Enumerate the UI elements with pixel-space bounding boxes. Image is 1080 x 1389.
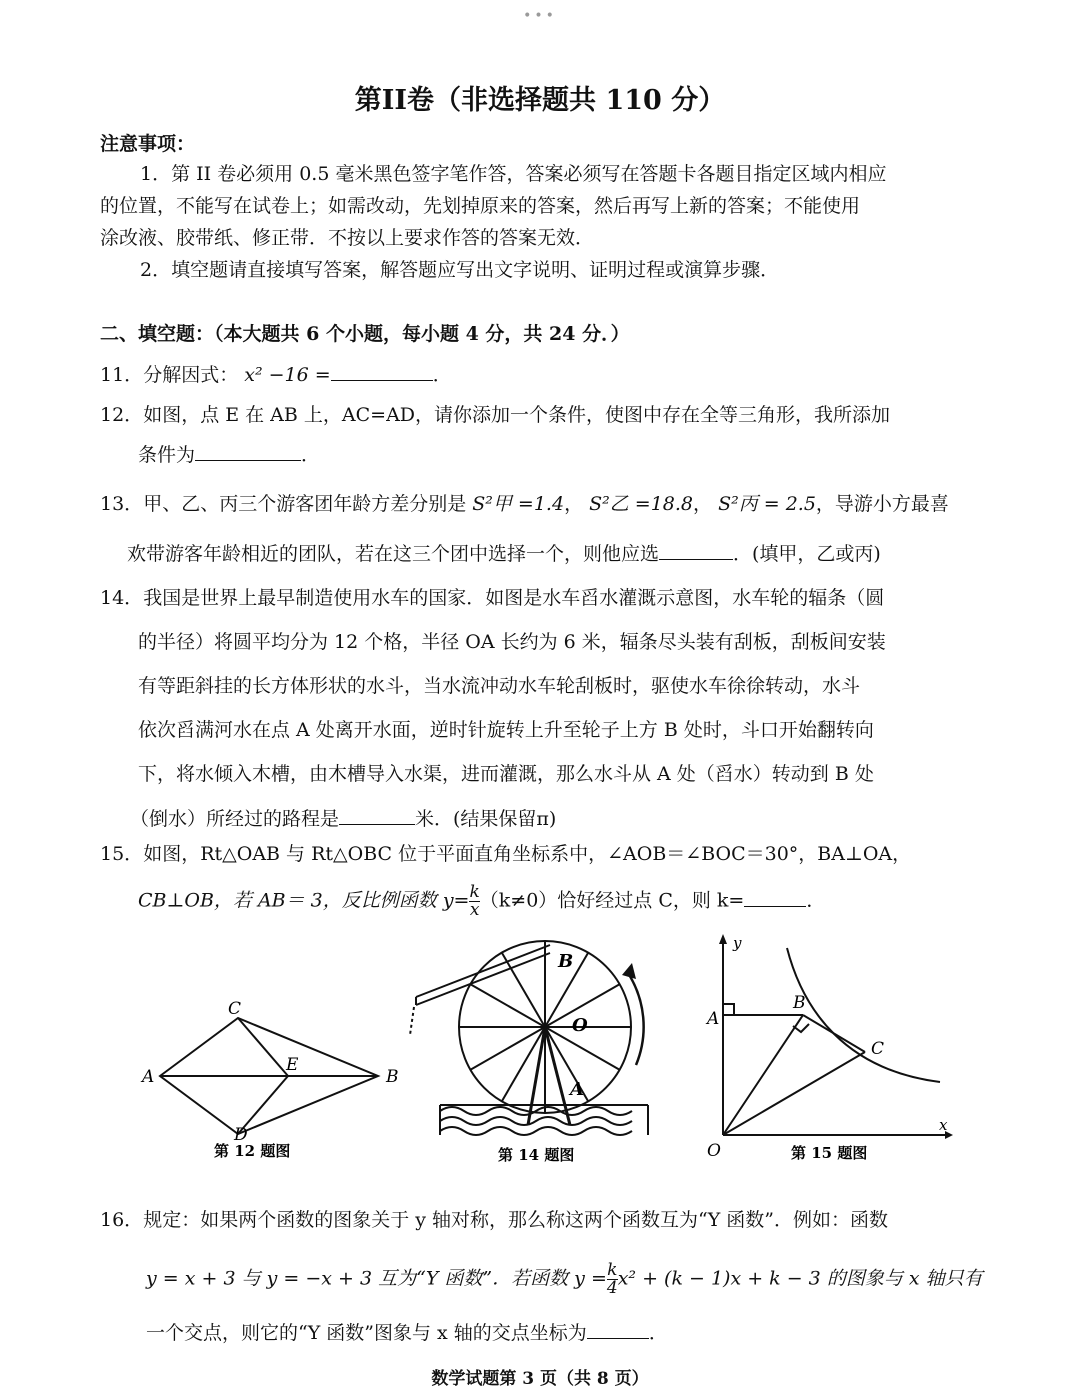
fig15-label-c: C bbox=[871, 1039, 885, 1059]
notes-heading: 注意事项： bbox=[100, 133, 196, 155]
q16-fraction bbox=[607, 1262, 618, 1297]
q13-text-2b: ．(填甲，乙或丙) bbox=[733, 543, 881, 565]
q13-text-1a: 甲、乙、丙三个游客团年龄方差分别是 bbox=[143, 493, 467, 515]
fig12-label-d: D bbox=[234, 1125, 248, 1145]
notes-line-3: 涂改液、胶带纸、修正带．不按以上要求作答的答案无效． bbox=[100, 227, 595, 249]
question-12-line-2 bbox=[138, 442, 320, 467]
fig15-axes bbox=[723, 942, 945, 1135]
fig12-label-c: C bbox=[228, 999, 242, 1019]
q16-text-1: 规定：如果两个函数的图象关于 y 轴对称，那么称这两个函数互为“Y 函数”．例如：函数 bbox=[143, 1209, 889, 1231]
question-13-line-2 bbox=[127, 541, 881, 566]
question-16-line-3 bbox=[146, 1320, 668, 1345]
question-12-line-1 bbox=[100, 403, 890, 427]
page-footer: 数学试题第 3 页（共 8 页） bbox=[431, 1369, 649, 1389]
question-15-line-1 bbox=[100, 842, 911, 866]
fig15-caption: 第 15 题图 bbox=[791, 1144, 868, 1162]
fig15-label-x: x bbox=[939, 1116, 948, 1134]
q15-fn-denominator: x bbox=[469, 900, 480, 920]
part2-heading: 二、填空题：（本大题共 6 个小题，每小题 4 分，共 24 分．） bbox=[100, 323, 630, 345]
question-14-line-1 bbox=[100, 586, 884, 610]
q16-fn-numerator: k bbox=[607, 1260, 618, 1280]
q13-variance-bing: S²丙 = 2.5 bbox=[718, 493, 816, 515]
q14-answer-blank[interactable] bbox=[339, 806, 415, 825]
q14-number: 14． bbox=[100, 587, 144, 609]
q11-text: 分解因式： bbox=[143, 364, 239, 386]
q15-number: 15． bbox=[100, 843, 144, 865]
notes-line-2: 的位置，不能写在试卷上；如需改动，先划掉原来的答案，然后再写上新的答案；不能使用 bbox=[100, 195, 861, 217]
fig15-label-y: y bbox=[733, 934, 742, 952]
q14-text-4: 依次舀满河水在点 A 处离开水面，逆时针旋转上升至轮子上方 B 处时，斗口开始翻转向 bbox=[138, 719, 874, 741]
fig12-label-e: E bbox=[286, 1055, 299, 1075]
q12-text-1: 如图，点 E 在 AB 上，AC=AD，请你添加一个条件，使图中存在全等三角形，我所添加 bbox=[143, 404, 891, 426]
fig12-lines bbox=[160, 1018, 378, 1134]
fig15-y-arrow bbox=[719, 934, 727, 944]
notes-line-4: 2．填空题请直接填写答案，解答题应写出文字说明、证明过程或演算步骤． bbox=[140, 259, 780, 281]
fig12-caption: 第 12 题图 bbox=[214, 1142, 291, 1160]
q12-number: 12． bbox=[100, 404, 144, 426]
q12-text-2: 条件为 bbox=[138, 444, 196, 466]
fig15-label-b: B bbox=[793, 993, 806, 1013]
q13-answer-blank[interactable] bbox=[659, 541, 733, 560]
q15-text-2b: （k≠0）恰好经过点 C，则 k= bbox=[479, 889, 745, 912]
q14-text-2: 的半径）将圆平均分为 12 个格，半径 OA 长约为 6 米，辐条尽头装有刮板，刮板间安装 bbox=[138, 631, 886, 653]
q13-variance-jia: S²甲 =1.4 bbox=[472, 493, 565, 515]
fig12-label-b: B bbox=[386, 1067, 399, 1087]
question-16-line-1 bbox=[100, 1208, 888, 1232]
q14-text-3: 有等距斜挂的长方体形状的水斗，当水流冲动水车轮刮板时，驱使水车徐徐转动，水斗 bbox=[138, 675, 861, 697]
fig14-label-b: B bbox=[558, 951, 574, 972]
fig15-triangles bbox=[723, 1004, 865, 1135]
fig15-label-o: O bbox=[707, 1141, 721, 1161]
q16-answer-blank[interactable] bbox=[587, 1320, 649, 1339]
q16-text-3: 一个交点，则它的“Y 函数”图象与 x 轴的交点坐标为 bbox=[146, 1322, 587, 1344]
question-14-line-6 bbox=[130, 806, 556, 831]
q11-expression: x² −16 = bbox=[244, 364, 331, 386]
q13-number: 13． bbox=[100, 493, 144, 515]
q11-number: 11． bbox=[100, 364, 144, 386]
q15-fraction bbox=[469, 884, 479, 919]
q14-text-1: 我国是世界上最早制造使用水车的国家．如图是水车舀水灌溉示意图，水车轮的辐条（圆 bbox=[143, 587, 885, 609]
q16-number: 16． bbox=[100, 1209, 144, 1231]
q15-fn-numerator: k bbox=[469, 882, 480, 902]
q15-fn-y: y= bbox=[442, 889, 470, 912]
q16-text-2a: y = x + 3 与 y = −x + 3 互为“Y 函数”．若函数 bbox=[146, 1267, 569, 1290]
fig15-label-a: A bbox=[707, 1009, 720, 1029]
q14-text-6a: （倒水）所经过的路程是 bbox=[130, 808, 340, 830]
q11-end: ． bbox=[432, 364, 452, 386]
q15-end: ． bbox=[806, 889, 826, 912]
figure-15 bbox=[695, 930, 960, 1165]
section-title: 第II卷（非选择题共 110 分） bbox=[354, 85, 726, 116]
fig15-hyperbola bbox=[787, 948, 940, 1082]
q14-text-6b: 米．(结果保留π) bbox=[415, 808, 557, 830]
q14-text-5: 下，将水倾入木槽，由木槽导入水渠，进而灌溉，那么水斗从 A 处（舀水）转动到 B 处 bbox=[138, 763, 874, 785]
fig14-label-o: O bbox=[572, 1015, 588, 1036]
q16-fn-denominator: 4 bbox=[606, 1278, 618, 1298]
q13-text-1b: ，导游小方最喜 bbox=[815, 493, 949, 515]
fig14-caption: 第 14 题图 bbox=[498, 1146, 575, 1164]
q13-variance-yi: S²乙 =18.8 bbox=[589, 493, 694, 515]
figure-12 bbox=[130, 990, 410, 1170]
q16-end: ． bbox=[648, 1322, 668, 1344]
fig14-label-a: A bbox=[570, 1079, 584, 1100]
figure-14 bbox=[400, 935, 660, 1170]
q12-end: ． bbox=[301, 444, 321, 466]
q16-fn-y: y = bbox=[574, 1267, 607, 1290]
fig14-arrow-head bbox=[622, 963, 636, 979]
q12-answer-blank[interactable] bbox=[195, 442, 301, 461]
q15-text-1: 如图，Rt△OAB 与 Rt△OBC 位于平面直角坐标系中，∠AOB＝∠BOC＝30°，BA⊥OA， bbox=[143, 843, 912, 865]
fig12-label-a: A bbox=[142, 1067, 155, 1087]
question-16-line-2 bbox=[146, 1262, 983, 1297]
q15-text-2a: CB⊥OB，若 AB＝ 3，反比例函数 bbox=[138, 889, 437, 912]
q13-text-2a: 欢带游客年龄相近的团队，若在这三个团中选择一个，则他应选 bbox=[127, 543, 660, 565]
q16-text-2b: x² + (k − 1)x + k − 3 的图象与 x 轴只有 bbox=[617, 1267, 983, 1290]
q15-answer-blank[interactable] bbox=[744, 888, 806, 907]
q11-answer-blank[interactable] bbox=[331, 362, 433, 381]
top-dots: ••• bbox=[523, 8, 557, 24]
question-13-line-1: 13．甲、乙、丙三个游客团年龄方差分别是 S²甲 =1.4， S²乙 =18.8， S²丙 = 2.5，导游小方最喜 bbox=[100, 493, 949, 515]
question-15-line-2 bbox=[138, 884, 825, 919]
question-11 bbox=[100, 362, 452, 387]
notes-line-1: 1．第 II 卷必须用 0.5 毫米黑色签字笔作答，答案必须写在答题卡各题目指定区域内相应 bbox=[140, 163, 887, 185]
